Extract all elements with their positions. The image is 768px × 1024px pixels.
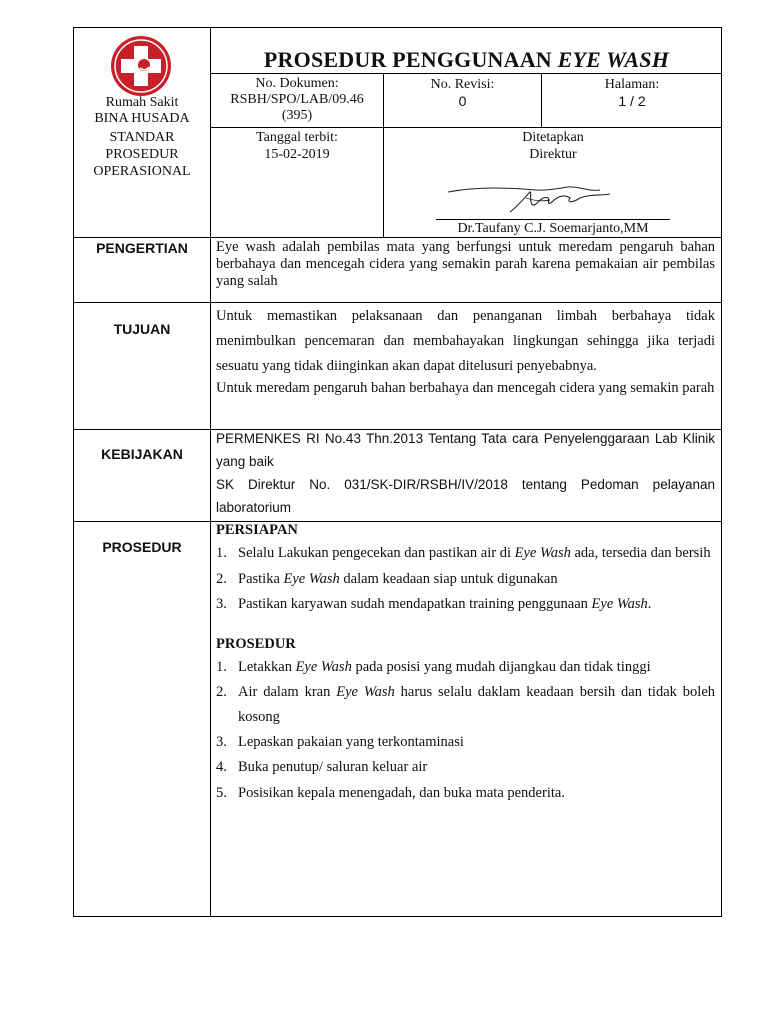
doc-number-sub: (395) — [281, 108, 313, 123]
revision-value: 0 — [458, 93, 467, 109]
list-item-number: 1. — [216, 545, 227, 561]
list-item — [216, 730, 715, 755]
pengertian-label: PENGERTIAN — [96, 240, 188, 256]
list-item — [216, 755, 715, 780]
list-item-emphasis: Eye Wash — [514, 545, 571, 561]
prosedur-content — [216, 521, 715, 806]
list-item-text: Letakkan — [238, 658, 296, 675]
list-item — [216, 541, 715, 567]
page-title — [211, 47, 722, 73]
tujuan-para1: Untuk memastikan pelaksanaan dan penanganan limbah berbahaya tidak menimbulkan pencemaran dan membahayakan lingkungan sehingga jika terjadi sesuatu yang tidak diinginkan akan dapat ditelusuri penyebabnya. — [216, 308, 715, 374]
list-item-text: Pastika — [238, 570, 284, 587]
doc-number-value: RSBH/SPO/LAB/09.46 — [230, 92, 364, 107]
list-item-number: 1. — [216, 658, 227, 675]
list-item-text: Selalu Lakukan pengecekan dan pastikan air di — [238, 545, 515, 561]
sop-line1: STANDAR — [109, 130, 175, 145]
hospital-name — [74, 95, 210, 127]
list-item-text-end: dalam keadaan siap untuk digunakan — [339, 570, 558, 587]
hospital-logo — [110, 35, 172, 97]
signature-line — [436, 219, 670, 220]
list-item-number: 5. — [216, 784, 227, 801]
hospital-name-line1: Rumah Sakit — [105, 95, 179, 110]
sop-line3: OPERASIONAL — [93, 164, 191, 179]
prosedur-label: PROSEDUR — [102, 539, 182, 555]
list-item-text-end: pada posisi yang mudah dijangkau dan tidak tinggi — [351, 658, 651, 675]
list-item-text-end: . — [647, 596, 652, 612]
title-bottom-rule — [210, 73, 722, 74]
docinfo-bottom-rule — [210, 127, 722, 128]
issue-date-value: 15-02-2019 — [264, 147, 330, 162]
list-item-text: Lepaskan pakaian yang terkontaminasi — [238, 734, 464, 751]
kebijakan-label: KEBIJAKAN — [101, 446, 183, 462]
prosedur-list — [216, 655, 715, 806]
signature — [440, 182, 620, 220]
list-item-emphasis: Eye Wash — [336, 683, 395, 700]
persiapan-list — [216, 541, 715, 618]
issue-date-cell — [211, 129, 383, 163]
list-item-number: 2. — [216, 683, 227, 700]
approval-cell — [384, 129, 722, 163]
list-item-text: Pastikan karyawan sudah mendapatkan training penggunaan — [238, 596, 592, 612]
approval-role: Direktur — [529, 147, 577, 162]
list-item-number: 2. — [216, 570, 227, 587]
revision-cell — [384, 76, 541, 109]
list-item-number: 4. — [216, 759, 227, 776]
list-item — [216, 781, 715, 806]
prosedur-heading: PROSEDUR — [216, 635, 296, 652]
list-item-emphasis: Eye Wash — [295, 658, 352, 675]
list-item-text: Air dalam kran — [238, 683, 337, 700]
doc-number-label: No. Dokumen: — [255, 76, 339, 91]
list-item-number: 3. — [216, 734, 227, 751]
list-item — [216, 680, 715, 730]
header-bottom-rule — [73, 237, 722, 238]
title-italic: EYE WASH — [557, 47, 670, 72]
signature-scribble-icon — [440, 182, 620, 220]
kebijakan-para1: PERMENKES RI No.43 Thn.2013 Tentang Tata cara Penyelenggaraan Lab Klinik yang baik — [216, 431, 715, 469]
page-cell — [542, 76, 722, 109]
list-item-emphasis: Eye Wash — [283, 570, 340, 587]
list-item-text-end: ada, tersedia dan bersih — [570, 545, 711, 561]
list-item-text: Posisikan kepala menengadah, dan buka mata penderita. — [238, 784, 565, 801]
list-item-emphasis: Eye Wash — [591, 596, 648, 612]
doc-number-cell — [211, 76, 383, 124]
pengertian-text: Eye wash adalah pembilas mata yang berfungsi untuk meredam pengaruh bahan berbahaya dan mencegah cidera yang semakin parah karena pemakaian air pembilas yang salah — [216, 239, 715, 289]
red-cross-logo-icon — [110, 35, 172, 97]
title-prefix: PROSEDUR PENGGUNAAN — [263, 47, 558, 72]
issue-date-label: Tanggal terbit: — [256, 130, 338, 145]
tujuan-para2: Untuk meredam pengaruh bahan berbahaya dan mencegah cidera yang semakin parah — [216, 380, 715, 396]
list-item — [216, 567, 715, 593]
page-label: Halaman: — [604, 77, 660, 92]
sop-line2: PROSEDUR — [105, 147, 179, 162]
revision-label: No. Revisi: — [430, 77, 495, 92]
kebijakan-para2: SK Direktur No. 031/SK-DIR/RSBH/IV/2018 tentang Pedoman pelayanan laboratorium — [216, 477, 715, 515]
tujuan-label: TUJUAN — [113, 321, 171, 337]
sop-label — [74, 129, 210, 180]
list-item-text: Buka penutup/ saluran keluar air — [238, 759, 428, 776]
approval-label: Ditetapkan — [522, 130, 584, 145]
page-value: 1 / 2 — [618, 93, 646, 109]
list-item — [216, 592, 715, 618]
persiapan-heading: PERSIAPAN — [216, 522, 298, 538]
pengertian-bottom-rule — [73, 302, 722, 303]
list-item-text-end: harus selalu daklam keadaan bersih dan tidak boleh kosong — [238, 683, 716, 725]
list-item — [216, 655, 715, 680]
signatory-name: Dr.Taufany C.J. Soemarjanto,MM — [457, 221, 649, 236]
list-item-number: 3. — [216, 596, 227, 612]
hospital-name-line2: BINA HUSADA — [94, 111, 190, 126]
